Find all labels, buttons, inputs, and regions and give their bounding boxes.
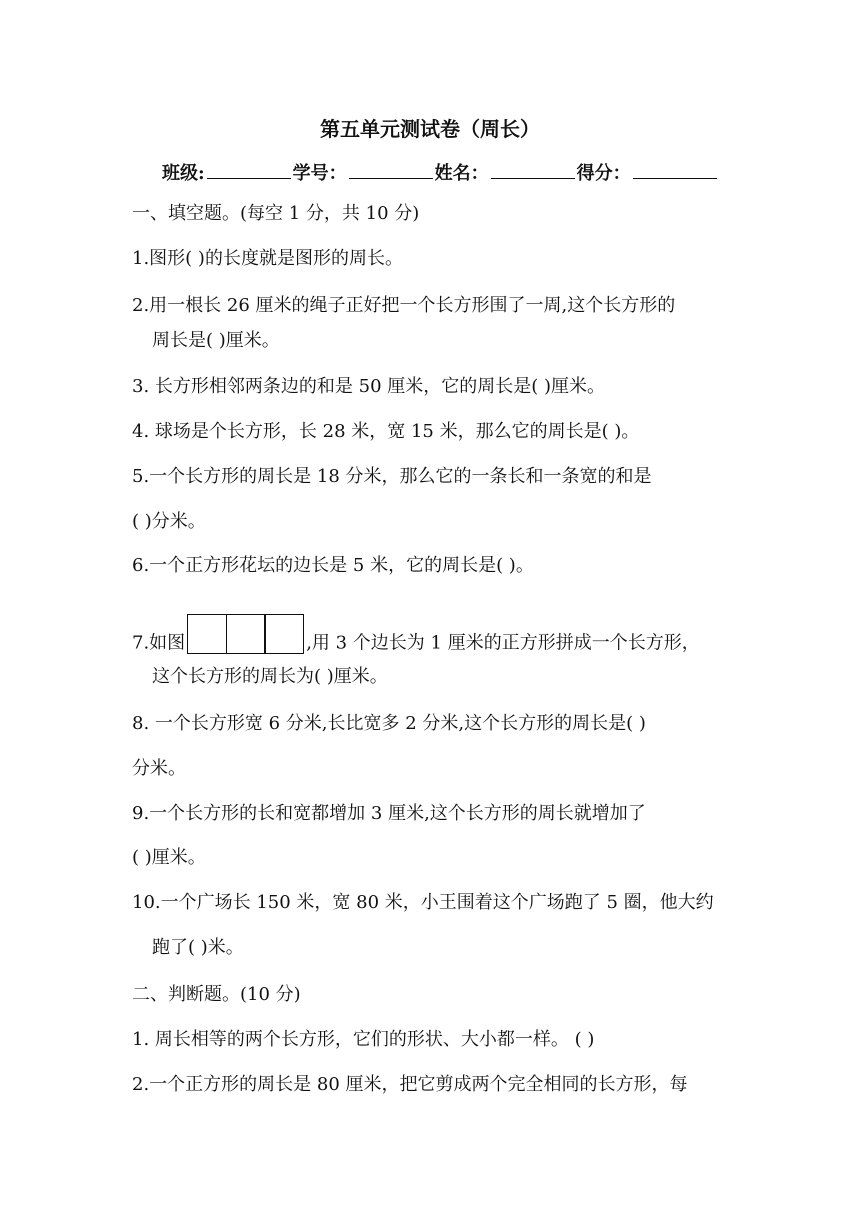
question-1-10-cont: 跑了( )米。	[152, 937, 244, 958]
student-info-line	[162, 160, 719, 186]
number-blank	[349, 160, 433, 179]
question-1-7-cont: 这个长方形的周长为( )厘米。	[152, 666, 388, 687]
score-label: 得分：	[576, 163, 631, 184]
name-label: 姓名：	[434, 163, 489, 184]
section1-heading: 一、填空题。(每空 1 分，共 10 分)	[132, 203, 420, 224]
class-label: 班级:	[162, 163, 205, 184]
question-1-2: 2.用一根长 26 厘米的绳子正好把一个长方形围了一周,这个长方形的	[132, 295, 676, 316]
square-3	[264, 614, 304, 654]
score-blank	[633, 160, 717, 179]
question-1-5-cont: ( )分米。	[132, 511, 206, 532]
square-2	[226, 614, 266, 654]
question-1-1: 1.图形( )的长度就是图形的周长。	[132, 248, 403, 269]
question-1-8: 8. 一个长方形宽 6 分米,长比宽多 2 分米,这个长方形的周长是( )	[132, 713, 646, 734]
page-title: 第五单元测试卷（周长）	[320, 117, 540, 141]
question-1-4: 4. 球场是个长方形，长 28 米，宽 15 米，那么它的周长是( )。	[132, 421, 640, 442]
square-1	[187, 614, 227, 654]
question-1-9: 9.一个长方形的长和宽都增加 3 厘米,这个长方形的周长就增加了	[132, 803, 646, 824]
question-1-7-suffix: ,用 3 个边长为 1 厘米的正方形拼成一个长方形，	[306, 632, 700, 654]
question-1-5: 5.一个长方形的周长是 18 分米，那么它的一条长和一条宽的和是	[132, 466, 652, 487]
question-2-2: 2.一个正方形的周长是 80 厘米，把它剪成两个完全相同的长方形，每	[132, 1074, 688, 1095]
question-1-3: 3. 长方形相邻两条边的和是 50 厘米，它的周长是( )厘米。	[132, 376, 606, 397]
question-1-10: 10.一个广场长 150 米，宽 80 米，小王围着这个广场跑了 5 圈，他大约	[132, 892, 714, 913]
three-squares-figure	[187, 614, 304, 661]
question-1-7-prefix: 7.如图	[132, 632, 186, 654]
question-1-2-cont: 周长是( )厘米。	[152, 330, 280, 351]
question-1-9-cont: ( )厘米。	[132, 847, 206, 868]
class-blank	[207, 160, 291, 179]
question-2-1: 1. 周长相等的两个长方形，它们的形状、大小都一样。 ( )	[132, 1029, 595, 1050]
section2-heading: 二、判断题。(10 分)	[132, 984, 301, 1005]
question-1-6: 6.一个正方形花坛的边长是 5 米，它的周长是( )。	[132, 555, 534, 576]
question-1-8-cont: 分米。	[132, 758, 186, 779]
question-1-7	[132, 620, 700, 667]
number-label: 学号：	[292, 163, 347, 184]
name-blank	[491, 160, 575, 179]
